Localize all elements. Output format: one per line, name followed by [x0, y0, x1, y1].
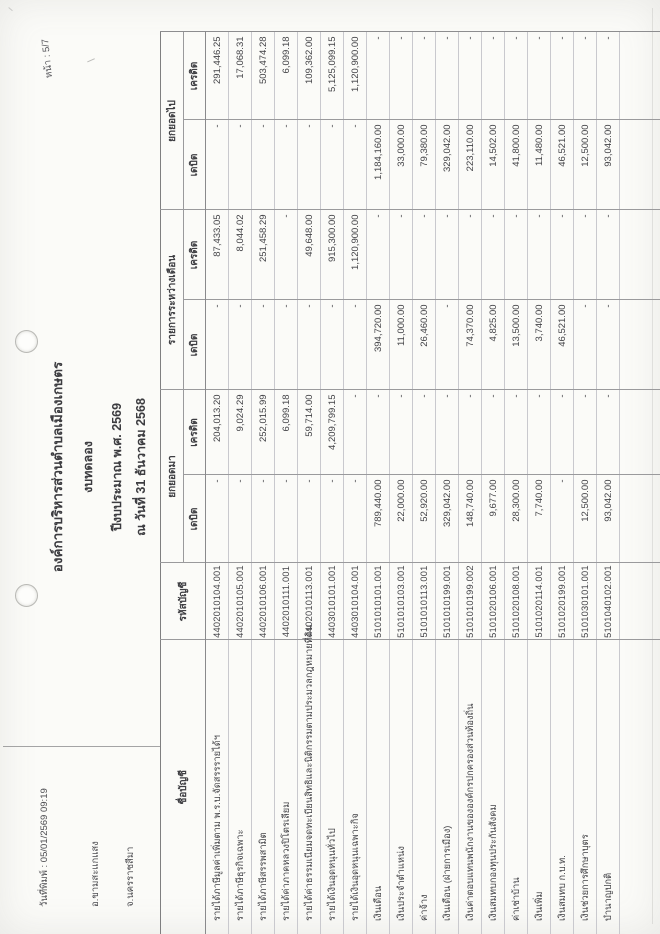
table-row: [505, 32, 528, 934]
cf-debit-cell: 46,521.00: [551, 120, 574, 210]
bf-debit-cell: 93,042.00: [597, 475, 620, 563]
cf-credit-cell: -: [551, 32, 574, 120]
bf-debit-cell: -: [298, 475, 321, 563]
org-title: องค์การบริหารส่วนตำบลเมืองเกษตร: [50, 361, 65, 573]
account-code-cell: 4402010105.001: [229, 563, 252, 640]
cf-credit-cell: 5,125,099.15: [321, 32, 344, 120]
dm-debit-cell: 26,460.00: [413, 300, 436, 390]
account-code-cell: 5101020199.001: [551, 563, 574, 640]
bf-credit-cell: -: [597, 390, 620, 475]
bf-debit-cell: -: [344, 475, 367, 563]
cf-credit-cell: -: [528, 32, 551, 120]
account-code-cell: 5101010199.002: [459, 563, 482, 640]
cf-debit-cell: -: [206, 120, 229, 210]
table-row: [413, 32, 436, 934]
table-row: [482, 32, 505, 934]
dm-credit-cell: 251,458.29: [252, 210, 275, 300]
dm-debit-cell: -: [229, 300, 252, 390]
cf-debit-cell: 41,800.00: [505, 120, 528, 210]
print-date-line: วันที่พิมพ์ : 05/01/2569 09:19: [39, 788, 50, 907]
cf-credit-cell: -: [482, 32, 505, 120]
bf-debit-cell: -: [229, 475, 252, 563]
account-code-cell: 4402010104.001: [206, 563, 229, 640]
dm-credit-cell: -: [574, 210, 597, 300]
cf-credit-cell: 1,120,900.00: [344, 32, 367, 120]
table-row: [321, 32, 344, 934]
bf-debit-cell: 22,000.00: [390, 475, 413, 563]
bf-credit-cell: -: [551, 390, 574, 475]
account-name-cell: เงินเดือน: [367, 640, 390, 934]
dm-debit-cell: -: [436, 300, 459, 390]
account-code-cell: 4403010104.001: [344, 563, 367, 640]
account-code-cell: 4402010113.001: [298, 563, 321, 640]
cf-credit-cell: 503,474.28: [252, 32, 275, 120]
account-name-header: ชื่อบัญชี: [161, 640, 206, 934]
cf-credit-cell: -: [390, 32, 413, 120]
pre-table-divider-line: [3, 746, 161, 747]
report-title: งบทดลอง: [81, 441, 95, 493]
dm-credit-cell: -: [413, 210, 436, 300]
dm-credit-cell: -: [597, 210, 620, 300]
cf-credit-cell: -: [436, 32, 459, 120]
cf-debit-cell: 1,184,160.00: [367, 120, 390, 210]
cf-credit-cell: -: [597, 32, 620, 120]
dm-credit-cell: -: [482, 210, 505, 300]
dm-debit-cell: 11,000.00: [390, 300, 413, 390]
dm-debit-cell: -: [252, 300, 275, 390]
dm-debit-cell: -: [275, 300, 298, 390]
page-number: หน้า : 5/7: [39, 38, 56, 79]
dm-debit-cell: -: [597, 300, 620, 390]
bf-credit-cell: -: [459, 390, 482, 475]
account-code-cell: 4402010106.001: [252, 563, 275, 640]
cf-debit-cell: -: [252, 120, 275, 210]
cf-credit-cell: -: [459, 32, 482, 120]
table-row: [367, 32, 390, 934]
table-row: [597, 32, 620, 934]
cf-debit-cell: -: [229, 120, 252, 210]
account-name-cell: เงินเพิ่ม: [528, 640, 551, 934]
cf-credit-cell: 17,068.31: [229, 32, 252, 120]
account-code-cell: 5101020108.001: [505, 563, 528, 640]
cf-debit-cell: 79,380.00: [413, 120, 436, 210]
dm-credit-cell: -: [459, 210, 482, 300]
account-name-cell: รายได้ค่าธรรมเนียมจดทะเบียนสิทธิและนิติกรรมตามประมวลกฎหมายที่ดิน: [298, 640, 321, 934]
cf-debit-cell: 33,000.00: [390, 120, 413, 210]
bf-debit-cell: 148,740.00: [459, 475, 482, 563]
cf-debit-cell: -: [298, 120, 321, 210]
cf-debit-cell: 223,110.00: [459, 120, 482, 210]
table-row: [528, 32, 551, 934]
bf-debit-header: เดบิต: [184, 475, 206, 563]
bf-debit-cell: -: [252, 475, 275, 563]
dm-credit-cell: -: [528, 210, 551, 300]
cf-credit-cell: 6,099.18: [275, 32, 298, 120]
dm-debit-cell: 46,521.00: [551, 300, 574, 390]
dm-debit-cell: -: [321, 300, 344, 390]
carried-forward-header: ยกยอดไป: [161, 32, 184, 210]
table-row: [275, 32, 298, 934]
cf-debit-cell: -: [275, 120, 298, 210]
dm-credit-cell: -: [505, 210, 528, 300]
as-of-date-title: ณ วันที่ 31 ธันวาคม 2568: [134, 398, 148, 536]
account-code-cell: 5101020106.001: [482, 563, 505, 640]
bf-debit-cell: 52,920.00: [413, 475, 436, 563]
report-title-block: [46, 0, 151, 934]
table-row: [574, 32, 597, 934]
bf-debit-cell: 7,740.00: [528, 475, 551, 563]
dm-debit-cell: 13,500.00: [505, 300, 528, 390]
account-name-cell: เงินช่วยการศึกษาบุตร: [574, 640, 597, 934]
dm-credit-cell: 49,648.00: [298, 210, 321, 300]
bf-debit-cell: 28,300.00: [505, 475, 528, 563]
bf-debit-cell: 329,042.00: [436, 475, 459, 563]
cf-debit-header: เดบิต: [184, 120, 206, 210]
filler-row: [620, 32, 660, 934]
bf-debit-cell: -: [206, 475, 229, 563]
bf-credit-cell: 204,013.20: [206, 390, 229, 475]
cf-credit-header: เครดิต: [184, 32, 206, 120]
cf-debit-cell: 11,480.00: [528, 120, 551, 210]
account-code-cell: 5101010101.001: [367, 563, 390, 640]
table-row: [229, 32, 252, 934]
cf-debit-cell: -: [344, 120, 367, 210]
cf-debit-cell: -: [321, 120, 344, 210]
account-name-cell: รายได้เงินอุดหนุนทั่วไป: [321, 640, 344, 934]
bf-credit-cell: -: [390, 390, 413, 475]
dm-credit-cell: -: [390, 210, 413, 300]
bf-credit-cell: 4,209,799.15: [321, 390, 344, 475]
fiscal-year-title: ปีงบประมาณ พ.ศ. 2569: [110, 402, 124, 532]
table-row: [206, 32, 229, 934]
district-line: อ.ขามสะแกแสง: [90, 841, 101, 907]
cf-credit-cell: 109,362.00: [298, 32, 321, 120]
account-code-cell: 5101030101.001: [574, 563, 597, 640]
table-row: [390, 32, 413, 934]
dm-credit-cell: 1,120,900.00: [344, 210, 367, 300]
bf-debit-cell: -: [275, 475, 298, 563]
dm-debit-cell: -: [344, 300, 367, 390]
cf-debit-cell: 329,042.00: [436, 120, 459, 210]
bf-credit-cell: -: [482, 390, 505, 475]
account-name-cell: รายได้เงินอุดหนุนเฉพาะกิจ: [344, 640, 367, 934]
table-row: [459, 32, 482, 934]
dm-credit-cell: -: [367, 210, 390, 300]
province-line: จ.นครราชสีมา: [125, 846, 136, 907]
bf-credit-cell: -: [528, 390, 551, 475]
cf-credit-cell: -: [574, 32, 597, 120]
bf-credit-cell: -: [413, 390, 436, 475]
bf-debit-cell: -: [321, 475, 344, 563]
table-row: [436, 32, 459, 934]
account-code-cell: 5101020114.001: [528, 563, 551, 640]
account-name-cell: เงินค่าตอบแทนพนักงานขององค์กรปกครองส่วนท้องถิ่น: [459, 640, 482, 934]
table-row: [252, 32, 275, 934]
account-code-header: รหัสบัญชี: [161, 563, 206, 640]
dm-debit-cell: -: [206, 300, 229, 390]
account-name-cell: เงินประจำตำแหน่ง: [390, 640, 413, 934]
account-name-cell: รายได้ภาษีธุรกิจเฉพาะ: [229, 640, 252, 934]
dm-credit-cell: -: [551, 210, 574, 300]
bf-debit-cell: 789,440.00: [367, 475, 390, 563]
account-code-cell: 5101010103.001: [390, 563, 413, 640]
account-code-cell: 5101010113.001: [413, 563, 436, 640]
cf-credit-cell: -: [505, 32, 528, 120]
bf-debit-cell: -: [551, 475, 574, 563]
bf-credit-cell: 6,099.18: [275, 390, 298, 475]
account-code-cell: 5101010199.001: [436, 563, 459, 640]
dm-debit-cell: -: [574, 300, 597, 390]
dm-debit-cell: 4,825.00: [482, 300, 505, 390]
dm-debit-cell: 74,370.00: [459, 300, 482, 390]
bf-credit-cell: -: [367, 390, 390, 475]
account-name-cell: รายได้ภาษีสรรพสามิต: [252, 640, 275, 934]
table-row: [551, 32, 574, 934]
cf-debit-cell: 93,042.00: [597, 120, 620, 210]
brought-forward-header: ยกยอดมา: [161, 390, 184, 563]
bf-credit-cell: 252,015.99: [252, 390, 275, 475]
cf-credit-cell: 291,446.25: [206, 32, 229, 120]
dm-credit-cell: -: [275, 210, 298, 300]
account-name-cell: รายได้ภาษีมูลค่าเพิ่มตาม พ.ร.บ.จัดสรรรายได้ฯ: [206, 640, 229, 934]
bf-debit-cell: 9,677.00: [482, 475, 505, 563]
cf-credit-cell: -: [367, 32, 390, 120]
dm-credit-cell: 915,300.00: [321, 210, 344, 300]
account-code-cell: 4403010101.001: [321, 563, 344, 640]
dm-credit-header: เครดิต: [184, 210, 206, 300]
account-name-cell: ค่าเช่าบ้าน: [505, 640, 528, 934]
dm-debit-cell: 3,740.00: [528, 300, 551, 390]
account-name-cell: บำนาญปกติ: [597, 640, 620, 934]
cf-debit-cell: 14,502.00: [482, 120, 505, 210]
account-code-cell: 5101040102.001: [597, 563, 620, 640]
account-code-cell: 4402010111.001: [275, 563, 298, 640]
bf-debit-cell: 12,500.00: [574, 475, 597, 563]
account-name-cell: ค่าจ้าง: [413, 640, 436, 934]
account-name-cell: รายได้ค่าภาคหลวงปิโตรเลียม: [275, 640, 298, 934]
dm-debit-cell: -: [298, 300, 321, 390]
bf-credit-cell: -: [436, 390, 459, 475]
bf-credit-cell: -: [505, 390, 528, 475]
account-name-cell: เงินสมทบกองทุนประกันสังคม: [482, 640, 505, 934]
bf-credit-cell: -: [344, 390, 367, 475]
during-month-header: รายการระหว่างเดือน: [161, 210, 184, 390]
bf-credit-header: เครดิต: [184, 390, 206, 475]
dm-debit-header: เดบิต: [184, 300, 206, 390]
dm-debit-cell: 394,720.00: [367, 300, 390, 390]
dm-credit-cell: 87,433.05: [206, 210, 229, 300]
trial-balance-table: [160, 31, 660, 934]
cf-credit-cell: -: [413, 32, 436, 120]
account-name-cell: เงินสมทบ ก.บ.ท.: [551, 640, 574, 934]
bf-credit-cell: 9,024.29: [229, 390, 252, 475]
bf-credit-cell: -: [574, 390, 597, 475]
bf-credit-cell: 59,714.00: [298, 390, 321, 475]
cf-debit-cell: 12,500.00: [574, 120, 597, 210]
dm-credit-cell: 8,044.02: [229, 210, 252, 300]
account-name-cell: เงินเดือน (ฝ่ายการเมือง): [436, 640, 459, 934]
table-row: [298, 32, 321, 934]
dm-credit-cell: -: [436, 210, 459, 300]
table-row: [344, 32, 367, 934]
